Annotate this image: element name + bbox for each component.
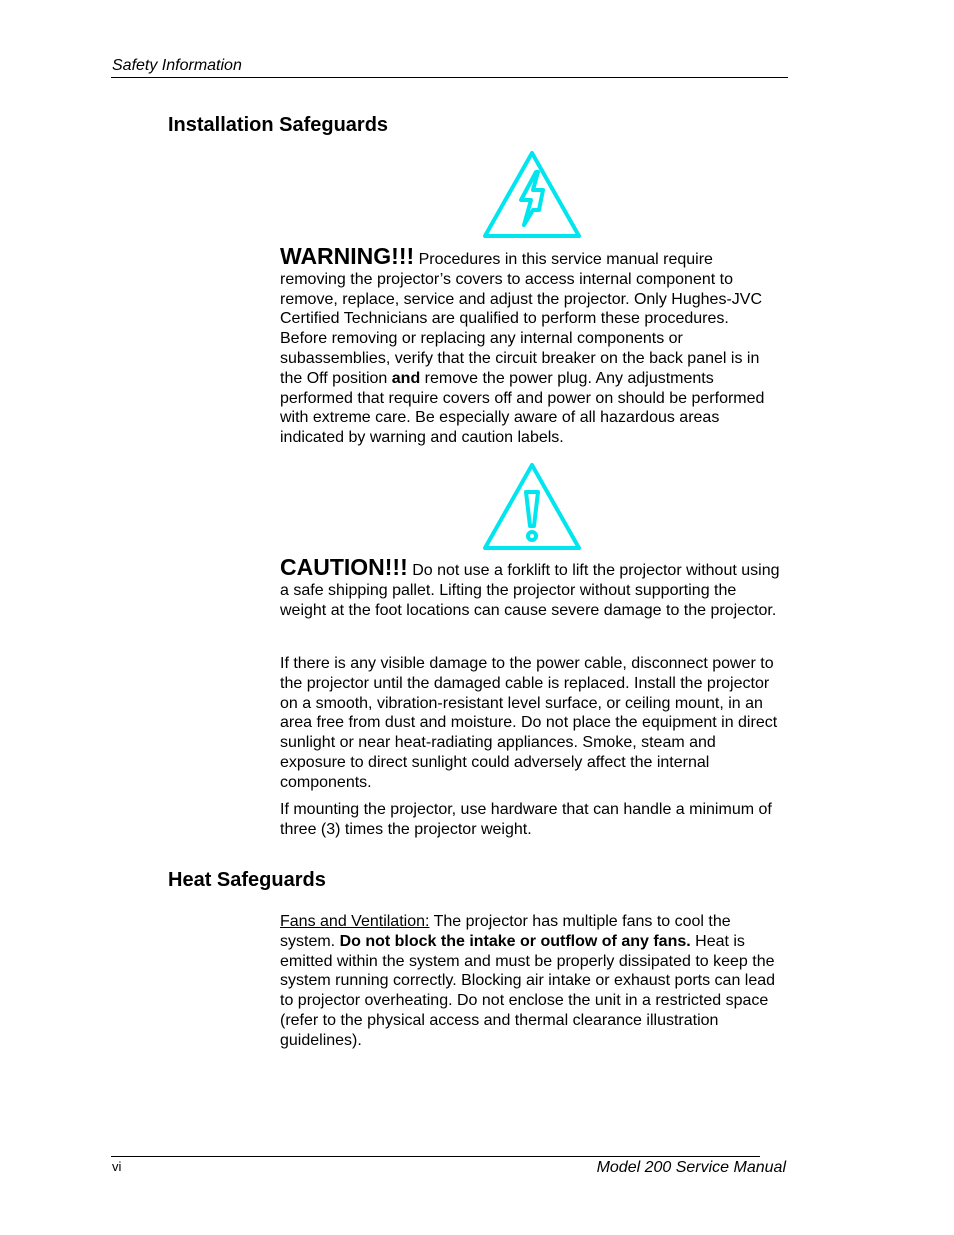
exclamation-triangle-icon [481,462,583,552]
power-cable-paragraph: If there is any visible damage to the power cable, disconnect power to the projector until the damaged cable is replaced. Install the projector on a smooth, vibration-resistant level surface, or ceiling mount, in an area free from dust and moisture. Do not place the equipment in direct sunlight or near heat-radiating appliances. Smoke, steam and exposure to direct sunlight could adversely affect the internal components. [280,655,778,791]
mounting-paragraph: If mounting the projector, use hardware that can handle a minimum of three (3) times the projector weight. [280,801,772,838]
footer-title: Model 200 Service Manual [596,1159,786,1176]
fans-label: Fans and Ventilation: [280,913,430,930]
header-divider [111,77,788,78]
caution-label: CAUTION!!! [280,554,408,580]
warning-text-2: remove the power plug. Any adjustments performed that require covers off and power on should be performed with extreme care. Be especially aware of all hazardous areas indicated by warning and caution labels. [280,369,765,447]
caution-text: Do not use a forklift to lift the projector without using a safe shipping pallet. Lifting the projector without supporting the weight at the foot locations can cause severe damage to the projector. [280,562,780,619]
lightning-triangle-icon [481,150,583,240]
warning-label: WARNING!!! [280,243,415,269]
warning-paragraph [280,243,780,448]
fans-text-2: Heat is emitted within the system and must be properly dissipated to keep the system running correctly. Blocking air intake or exhaust ports can lead to projector overheating. Do not enclose the unit in a restricted space (refer to the physical access and thermal clearance illustration guidelines). [280,932,776,1049]
heat-heading: Heat Safeguards [168,869,326,891]
footer-divider [111,1156,760,1157]
installation-heading: Installation Safeguards [168,114,389,136]
warning-bold: and [391,369,421,387]
warning-text-1: Procedures in this service manual require removing the projector’s covers to access internal component to remove, replace, service and adjust the projector. Only Hughes-JVC Certified Technicians are qualified to perform these procedures. Before removing or replacing any internal components or subassemblies, verify that the circuit breaker on the back panel is in the Off position [280,251,763,387]
running-header: Safety Information [112,57,242,74]
fans-text-1: The projector has multiple fans to cool the system. [280,913,731,950]
fans-paragraph [280,912,790,1051]
caution-paragraph [280,554,780,620]
fans-bold: Do not block the intake or outflow of any fans. [339,932,691,950]
page-number: vi [112,1159,122,1174]
